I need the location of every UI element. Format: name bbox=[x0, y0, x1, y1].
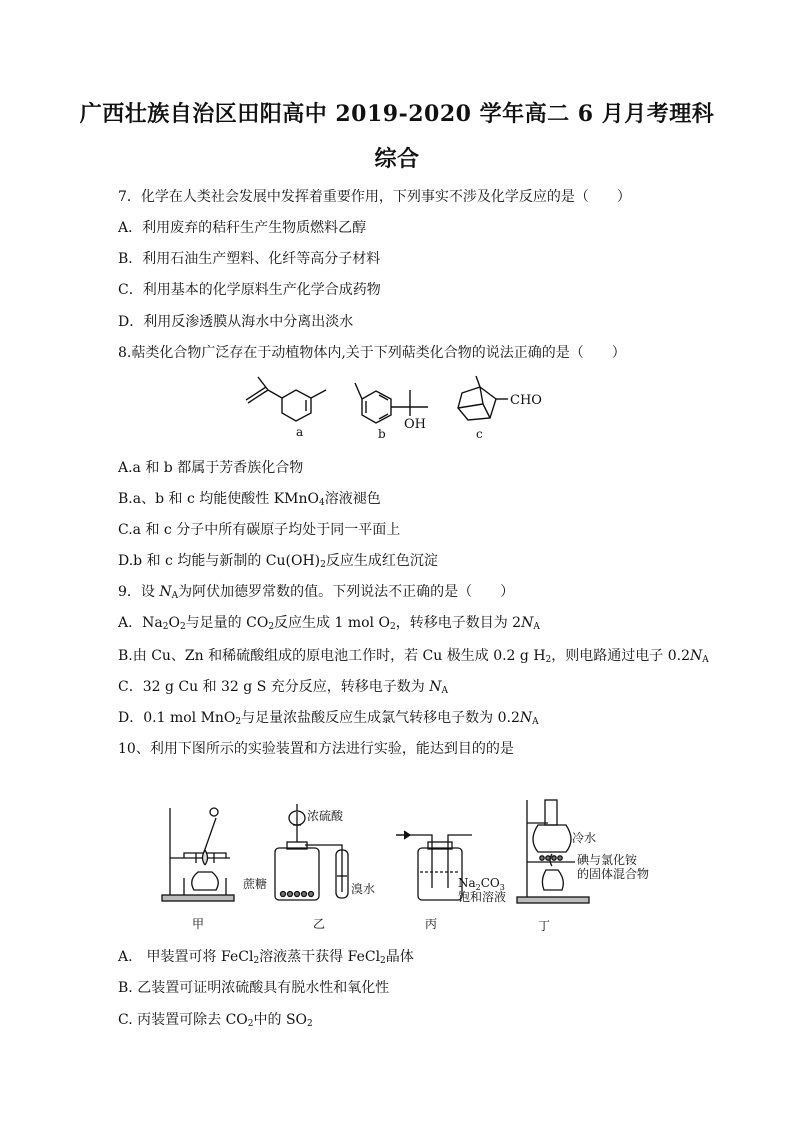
molecule-a-label: a bbox=[296, 425, 304, 439]
q9-option-b: B.由 Cu、Zn 和稀硫酸组成的原电池工作时，若 Cu 极生成 0.2 g $H_2$，则电路通过电子 $0.2N_A$ bbox=[118, 648, 709, 665]
apparatus-jia bbox=[162, 808, 234, 901]
molecule-c-label: c bbox=[476, 427, 483, 441]
apparatus-yi-label: 乙 bbox=[313, 917, 326, 931]
q9-stem: 9．设 $N_A$为阿伏加德罗常数的值。下列说法不正确的是（ ） bbox=[118, 584, 515, 601]
apparatus-ding-mixture-label-2: 的固体混合物 bbox=[577, 867, 650, 881]
q7-option-b: B．利用石油生产塑料、化纤等高分子材料 bbox=[118, 251, 381, 267]
apparatus-yi-bromine-label: 溴水 bbox=[351, 882, 376, 896]
molecule-c-cho-label: CHO bbox=[510, 393, 542, 408]
q7-option-c: C．利用基本的化学原料生产化学合成药物 bbox=[118, 282, 381, 298]
q7-option-a: A．利用废弃的秸秆生产生物质燃料乙醇 bbox=[118, 220, 367, 236]
q8-option-b: B.a、b 和 c 均能使酸性 KMnO$_4$溶液褪色 bbox=[118, 491, 381, 508]
apparatus-bing-na2co3-label: $Na_2CO_3$ bbox=[458, 876, 505, 892]
molecule-a-structure bbox=[246, 377, 326, 421]
q8-option-a: A.a 和 b 都属于芳香族化合物 bbox=[118, 460, 304, 476]
q9-option-a: A．$Na_2O_2$与足量的 $CO_2$反应生成 1 mol $O_2$，转移电子数目为 $2N_A$ bbox=[118, 615, 540, 632]
apparatus-yi-conc-acid-label: 浓硫酸 bbox=[307, 809, 344, 823]
apparatus-bing-label: 丙 bbox=[425, 917, 438, 931]
apparatus-yi-sugar-label: 蔗糖 bbox=[243, 877, 268, 891]
page-title-line2: 综合 bbox=[374, 146, 420, 172]
q8-stem: 8.萜类化合物广泛存在于动植物体内,关于下列萜类化合物的说法正确的是（ ） bbox=[118, 345, 626, 361]
q7-stem: 7．化学在人类社会发展中发挥着重要作用，下列事实不涉及化学反应的是（ ） bbox=[118, 189, 631, 205]
apparatus-bing-saturated-label: 饱和溶液 bbox=[458, 890, 507, 904]
apparatus-jia-label: 甲 bbox=[192, 917, 205, 931]
apparatus-ding bbox=[517, 800, 589, 903]
molecule-b-oh-label: OH bbox=[404, 417, 426, 432]
molecule-c-structure bbox=[458, 376, 508, 420]
page-title-line1: 广西壮族自治区田阳高中 2019-2020 学年高二 6 月月考理科 bbox=[79, 101, 715, 127]
q8-option-c: C.a 和 c 分子中所有碳原子均处于同一平面上 bbox=[118, 522, 401, 538]
q10-option-b: B. 乙装置可证明浓硫酸具有脱水性和氧化性 bbox=[118, 980, 390, 996]
q7-option-d: D．利用反渗透膜从海水中分离出淡水 bbox=[118, 314, 354, 330]
apparatus-ding-cold-water-label: 冷水 bbox=[572, 831, 597, 845]
molecule-b-label: b bbox=[378, 427, 386, 441]
q9-option-c: C．32 g Cu 和 32 g S 充分反应，转移电子数为 $N_A$ bbox=[118, 679, 448, 696]
q8-option-d: D.b 和 c 均能与新制的 $Cu(OH)_2$反应生成红色沉淀 bbox=[118, 553, 438, 570]
q10-option-c: C. 丙装置可除去 $CO_2$中的 $SO_2$ bbox=[118, 1012, 313, 1029]
q10-stem: 10、利用下图所示的实验装置和方法进行实验，能达到目的的是 bbox=[118, 741, 514, 757]
apparatus-ding-mixture-label-1: 碘与氯化铵 bbox=[577, 853, 638, 867]
apparatus-ding-label: 丁 bbox=[538, 919, 551, 933]
q10-option-a: A. 甲装置可将 FeCl$_2$溶液蒸干获得 FeCl$_2$晶体 bbox=[118, 949, 414, 966]
q9-option-d: D．0.1 mol MnO$_2$与足量浓盐酸反应生成氯气转移电子数为 $0.2N_A$ bbox=[118, 710, 539, 727]
